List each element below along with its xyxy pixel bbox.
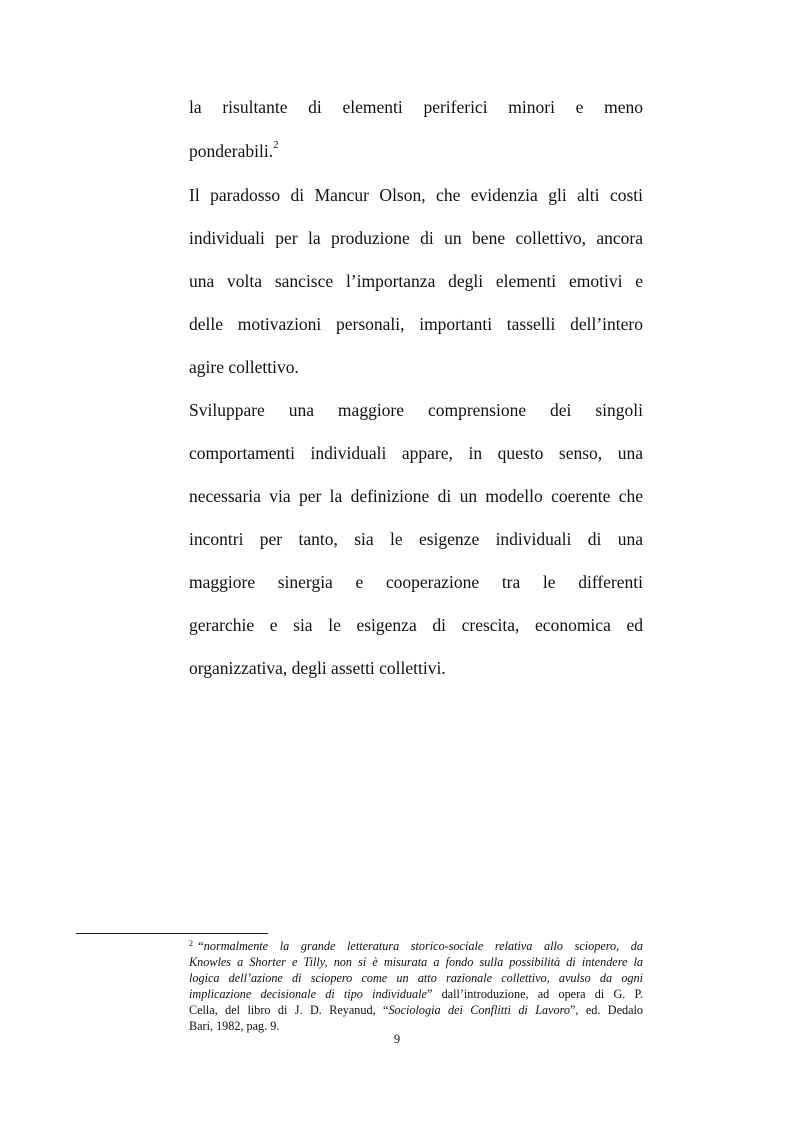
body-line: organizzativa, degli assetti collettivi. xyxy=(189,658,446,678)
footnote-line xyxy=(189,939,643,955)
body-line xyxy=(189,140,643,162)
footnote-text: ”, ed. Dedalo xyxy=(569,1003,643,1017)
body-line: la risultante di elementi periferici minori e meno xyxy=(189,97,643,117)
footnote-line xyxy=(189,955,643,970)
body-line: agire collettivo. xyxy=(189,357,299,377)
footnote-text: ” dall’introduzione, ad opera di G. P. xyxy=(426,987,643,1001)
footnote-line xyxy=(189,1003,643,1018)
body-line: Il paradosso di Mancur Olson, che evidenzia gli alti costi xyxy=(189,185,643,205)
body-line-text: ponderabili. xyxy=(189,141,274,161)
body-line: Sviluppare una maggiore comprensione dei singoli xyxy=(189,400,643,420)
body-line: comportamenti individuali appare, in questo senso, una xyxy=(189,443,643,463)
body-line: maggiore sinergia e cooperazione tra le differenti xyxy=(189,572,643,592)
body-line: individuali per la produzione di un bene collettivo, ancora xyxy=(189,228,643,248)
body-line: incontri per tanto, sia le esigenze individuali di una xyxy=(189,529,643,549)
footnote-book-title: Sociologia dei Conflitti di Lavoro xyxy=(388,1003,570,1017)
footnote-line xyxy=(189,1019,643,1034)
footnote-text: logica dell’azione di sciopero come un atto razionale collettivo, avulso da ogni xyxy=(189,971,643,985)
page-number: 9 xyxy=(393,1032,401,1046)
footnote-reference[interactable]: 2 xyxy=(273,139,279,152)
footnote-number: 2 xyxy=(189,939,193,948)
footnote-text: “normalmente la grande letteratura storico-sociale relativa allo sciopero, da xyxy=(197,939,643,953)
footnote-text: implicazione decisionale di tipo individuale xyxy=(189,987,427,1001)
footnote-text: Cella, del libro di J. D. Reyanud, “ xyxy=(189,1003,389,1017)
footnote-text: Bari, 1982, pag. 9. xyxy=(189,1019,280,1033)
footnote-line xyxy=(189,971,643,986)
body-line: gerarchie e sia le esigenza di crescita, economica ed xyxy=(189,615,643,635)
body-line: necessaria via per la definizione di un modello coerente che xyxy=(189,486,643,506)
footnote-text: Knowles a Shorter e Tilly, non si è misurata a fondo sulla possibilità di intendere la xyxy=(189,955,643,969)
body-line: delle motivazioni personali, importanti tasselli dell’intero xyxy=(189,314,643,334)
footnote-line xyxy=(189,987,643,1002)
footnote-separator xyxy=(76,933,268,934)
body-line: una volta sancisce l’importanza degli elementi emotivi e xyxy=(189,271,643,291)
